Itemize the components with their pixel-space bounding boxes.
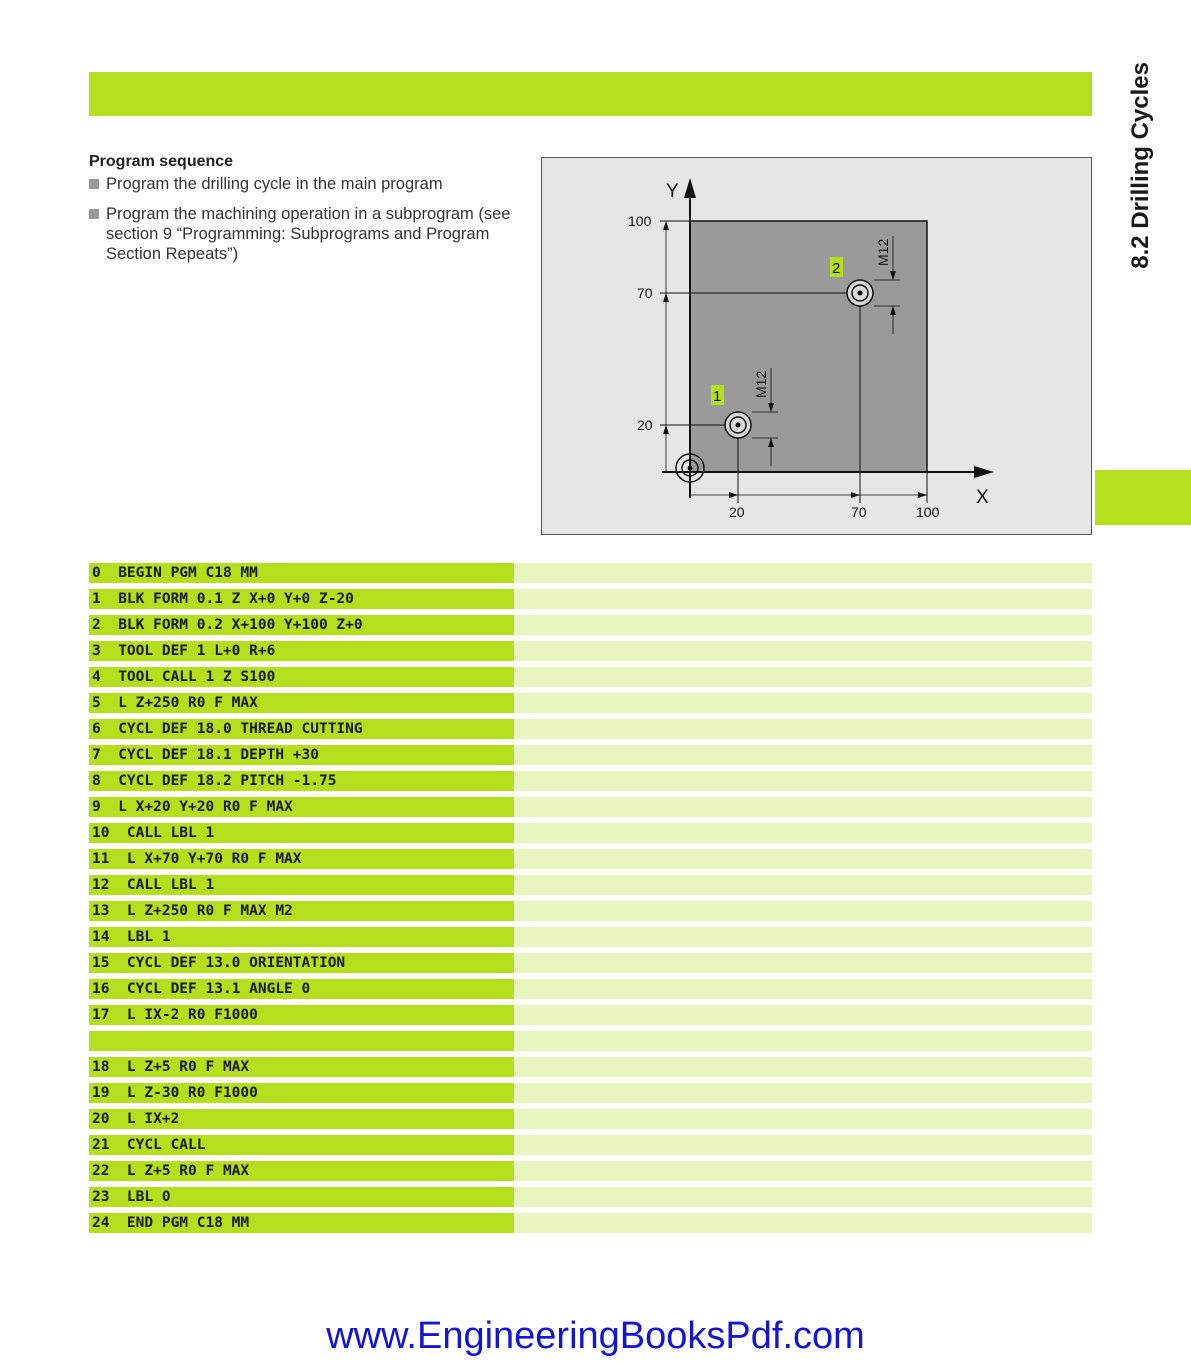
- program-line-row: [89, 745, 1092, 765]
- program-line-row: [89, 823, 1092, 843]
- workpiece-drawing: [541, 157, 1092, 535]
- square-bullet-icon: [89, 179, 99, 189]
- program-line-row: [89, 901, 1092, 921]
- program-line-row: [89, 563, 1092, 583]
- nc-program-listing: [89, 563, 1092, 1239]
- program-line-code: 15 CYCL DEF 13.0 ORIENTATION: [89, 953, 514, 973]
- program-line-row: [89, 953, 1092, 973]
- program-line-code: 22 L Z+5 R0 F MAX: [89, 1161, 514, 1181]
- program-line-comment: [514, 875, 1092, 895]
- x-tick-label: 100: [916, 504, 940, 520]
- thread-label: M12: [875, 238, 891, 266]
- program-line-comment: [514, 797, 1092, 817]
- y-axis-label: Y: [666, 181, 679, 202]
- program-line-code: 16 CYCL DEF 13.1 ANGLE 0: [89, 979, 514, 999]
- program-line-row: [89, 615, 1092, 635]
- program-line-code: [89, 1031, 514, 1051]
- program-line-row: [89, 771, 1092, 791]
- y-tick-label: 70: [637, 285, 653, 301]
- program-line-code: 9 L X+20 Y+20 R0 F MAX: [89, 797, 514, 817]
- header-bar: [89, 72, 1092, 116]
- program-line-row: [89, 1109, 1092, 1129]
- program-line-code: 0 BEGIN PGM C18 MM: [89, 563, 514, 583]
- program-line-row: [89, 1161, 1092, 1181]
- program-line-code: 24 END PGM C18 MM: [89, 1213, 514, 1233]
- y-tick-label: 100: [628, 213, 652, 229]
- program-line-row: [89, 1213, 1092, 1233]
- program-line-row: [89, 641, 1092, 661]
- program-line-comment: [514, 1109, 1092, 1129]
- program-line-comment: [514, 849, 1092, 869]
- program-line-row: [89, 719, 1092, 739]
- intro-bullet-text: Program the drilling cycle in the main program: [106, 175, 443, 193]
- program-line-code: 3 TOOL DEF 1 L+0 R+6: [89, 641, 514, 661]
- section-tab: [1095, 470, 1191, 525]
- intro-bullet: [89, 204, 519, 264]
- program-line-row: [89, 979, 1092, 999]
- program-line-comment: [514, 667, 1092, 687]
- program-line-code: 18 L Z+5 R0 F MAX: [89, 1057, 514, 1077]
- program-line-comment: [514, 1135, 1092, 1155]
- program-line-comment: [514, 927, 1092, 947]
- program-line-comment: [514, 589, 1092, 609]
- program-line-comment: [514, 1031, 1092, 1051]
- program-line-code: 14 LBL 1: [89, 927, 514, 947]
- program-line-comment: [514, 563, 1092, 583]
- program-line-comment: [514, 1005, 1092, 1025]
- program-line-row: [89, 849, 1092, 869]
- program-line-code: 21 CYCL CALL: [89, 1135, 514, 1155]
- workpiece-outline: [690, 221, 927, 472]
- program-line-code: 8 CYCL DEF 18.2 PITCH -1.75: [89, 771, 514, 791]
- program-line-code: 2 BLK FORM 0.2 X+100 Y+100 Z+0: [89, 615, 514, 635]
- program-line-row: [89, 1187, 1092, 1207]
- intro-section: [89, 152, 519, 274]
- program-line-row: [89, 693, 1092, 713]
- program-line-comment: [514, 719, 1092, 739]
- hole-number: 2: [832, 260, 841, 277]
- program-line-comment: [514, 1083, 1092, 1103]
- program-line-code: 1 BLK FORM 0.1 Z X+0 Y+0 Z-20: [89, 589, 514, 609]
- program-line-comment: [514, 823, 1092, 843]
- thread-label: M12: [753, 370, 769, 398]
- program-line-code: 4 TOOL CALL 1 Z S100: [89, 667, 514, 687]
- program-line-row: [89, 1083, 1092, 1103]
- intro-bullet: [89, 174, 519, 194]
- x-tick-label: 70: [851, 504, 867, 520]
- y-axis-arrow-icon: [684, 178, 696, 198]
- program-line-code: 19 L Z-30 R0 F1000: [89, 1083, 514, 1103]
- program-line-comment: [514, 745, 1092, 765]
- program-line-row: [89, 589, 1092, 609]
- program-line-code: 6 CYCL DEF 18.0 THREAD CUTTING: [89, 719, 514, 739]
- program-line-code: 7 CYCL DEF 18.1 DEPTH +30: [89, 745, 514, 765]
- program-line-comment: [514, 1161, 1092, 1181]
- program-line-row: [89, 875, 1092, 895]
- square-bullet-icon: [89, 209, 99, 219]
- program-line-code: 23 LBL 0: [89, 1187, 514, 1207]
- program-line-comment: [514, 1187, 1092, 1207]
- y-tick-label: 20: [637, 417, 653, 433]
- section-title: 8.2 Drilling Cycles: [1127, 62, 1154, 269]
- program-line-code: 20 L IX+2: [89, 1109, 514, 1129]
- program-line-comment: [514, 979, 1092, 999]
- program-line-code: 11 L X+70 Y+70 R0 F MAX: [89, 849, 514, 869]
- x-tick-label: 20: [729, 504, 745, 520]
- program-line-row: [89, 667, 1092, 687]
- program-line-code: 5 L Z+250 R0 F MAX: [89, 693, 514, 713]
- program-line-code: 13 L Z+250 R0 F MAX M2: [89, 901, 514, 921]
- program-line-comment: [514, 1057, 1092, 1077]
- x-axis-label: X: [976, 487, 989, 508]
- program-line-row: [89, 797, 1092, 817]
- program-line-code: 10 CALL LBL 1: [89, 823, 514, 843]
- program-line-comment: [514, 901, 1092, 921]
- hole-number: 1: [713, 388, 722, 405]
- program-line-comment: [514, 641, 1092, 661]
- program-line-comment: [514, 693, 1092, 713]
- program-line-row: [89, 1005, 1092, 1025]
- intro-heading: Program sequence: [89, 153, 234, 170]
- program-line-comment: [514, 953, 1092, 973]
- intro-bullet-text: Program the machining operation in a subprogram (see section 9 “Programming: Subprograms and Program Section Repeats”): [106, 205, 511, 263]
- program-line-comment: [514, 615, 1092, 635]
- program-line-comment: [514, 1213, 1092, 1233]
- program-line-comment: [514, 771, 1092, 791]
- program-line-row: [89, 1135, 1092, 1155]
- program-line-code: 12 CALL LBL 1: [89, 875, 514, 895]
- footer-website-link[interactable]: www.EngineeringBooksPdf.com: [326, 1315, 865, 1357]
- program-line-row: [89, 1031, 1092, 1051]
- program-line-row: [89, 1057, 1092, 1077]
- x-axis-arrow-icon: [974, 466, 994, 478]
- program-line-code: 17 L IX-2 R0 F1000: [89, 1005, 514, 1025]
- program-line-row: [89, 927, 1092, 947]
